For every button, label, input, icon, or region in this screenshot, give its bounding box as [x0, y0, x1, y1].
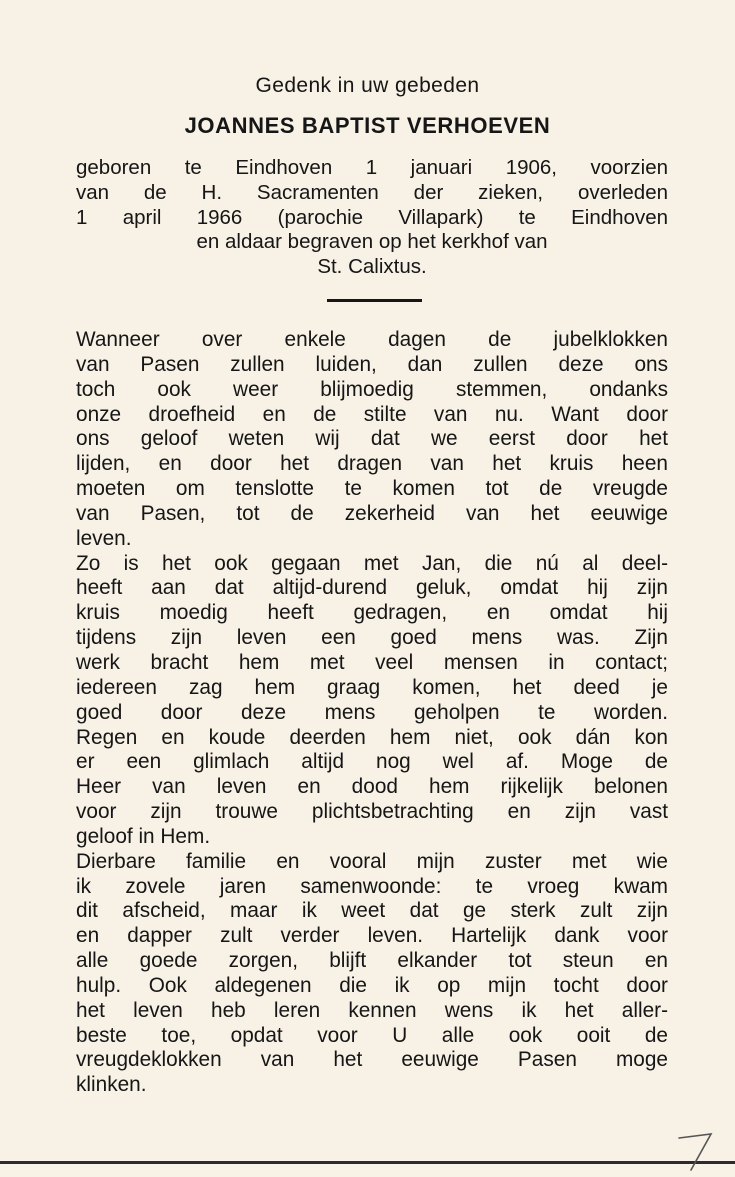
body-line: Zo is het ook gegaan met Jan, die nú al deel-	[76, 551, 668, 575]
body-line: van Pasen, tot de zekerheid van het eeuwige	[76, 501, 668, 525]
body-line: beste toe, opdat voor U alle ook ooit de	[76, 1023, 668, 1047]
body-line: dit afscheid, maar ik weet dat ge sterk zult zijn	[76, 899, 668, 923]
body-line: ik zovele jaren samenwoonde: te vroeg kwam	[76, 874, 668, 898]
body-line: er een glimlach altijd nog wel af. Moge de	[76, 750, 668, 774]
body-line: onze droefheid en de stilte van nu. Want door	[76, 402, 668, 426]
intro-line: en aldaar begraven op het kerkhof van	[196, 230, 548, 254]
body-line: en dapper zult verder leven. Hartelijk dank voor	[76, 924, 668, 948]
body-line: hulp. Ook aldegenen die ik op mijn tocht door	[76, 973, 668, 997]
intro-line: van de H. Sacramenten der zieken, overleden	[76, 180, 668, 204]
body-line: vreugdeklokken van het eeuwige Pasen moge	[76, 1048, 668, 1072]
heading: Gedenk in uw gebeden	[255, 74, 480, 97]
body-line: klinken.	[76, 1073, 147, 1097]
body-paragraph	[76, 328, 668, 1098]
intro-paragraph	[76, 156, 668, 280]
bottom-edge	[0, 1156, 735, 1177]
intro-line: 1 april 1966 (parochie Villapark) te Eindhoven	[76, 205, 668, 229]
body-line: moeten om tenslotte te komen tot de vreugde	[76, 477, 668, 501]
body-line: Wanneer over enkele dagen de jubelklokken	[76, 328, 668, 351]
body-line: van Pasen zullen luiden, dan zullen deze ons	[76, 352, 668, 376]
body-line: goed door deze mens geholpen te worden.	[76, 700, 668, 724]
body-line: lijden, en door het dragen van het kruis heen	[76, 452, 668, 476]
body-line: leven.	[76, 526, 132, 550]
body-line: toch ook weer blijmoedig stemmen, ondanks	[76, 377, 668, 401]
body-line: het leven heb leren kennen wens ik het aller-	[76, 998, 668, 1022]
handwritten-mark	[673, 1128, 717, 1174]
body-line: heeft aan dat altijd-durend geluk, omdat hij zijn	[76, 576, 668, 600]
body-line: Heer van leven en dood hem rijkelijk belonen	[76, 775, 668, 799]
body-line: alle goede zorgen, blijft elkander tot steun en	[76, 949, 668, 973]
divider-rule	[327, 299, 422, 302]
body-line: Dierbare familie en vooral mijn zuster met wie	[76, 849, 668, 873]
body-line: kruis moedig heeft gedragen, en omdat hij	[76, 601, 668, 625]
body-line: tijdens zijn leven een goed mens was. Zijn	[76, 626, 668, 650]
intro-line: St. Calixtus.	[317, 255, 427, 279]
body-line: ons geloof weten wij dat we eerst door het	[76, 427, 668, 451]
body-line: werk bracht hem met veel mensen in contact;	[76, 650, 668, 674]
body-line: iedereen zag hem graag komen, het deed je	[76, 675, 668, 699]
deceased-name: JOANNES BAPTIST VERHOEVEN	[184, 113, 551, 138]
body-line: Regen en koude deerden hem niet, ook dán kon	[76, 725, 668, 749]
body-line: voor zijn trouwe plichtsbetrachting en zijn vast	[76, 800, 668, 824]
intro-line: geboren te Eindhoven 1 januari 1906, voorzien	[76, 156, 668, 179]
body-line: geloof in Hem.	[76, 824, 211, 848]
